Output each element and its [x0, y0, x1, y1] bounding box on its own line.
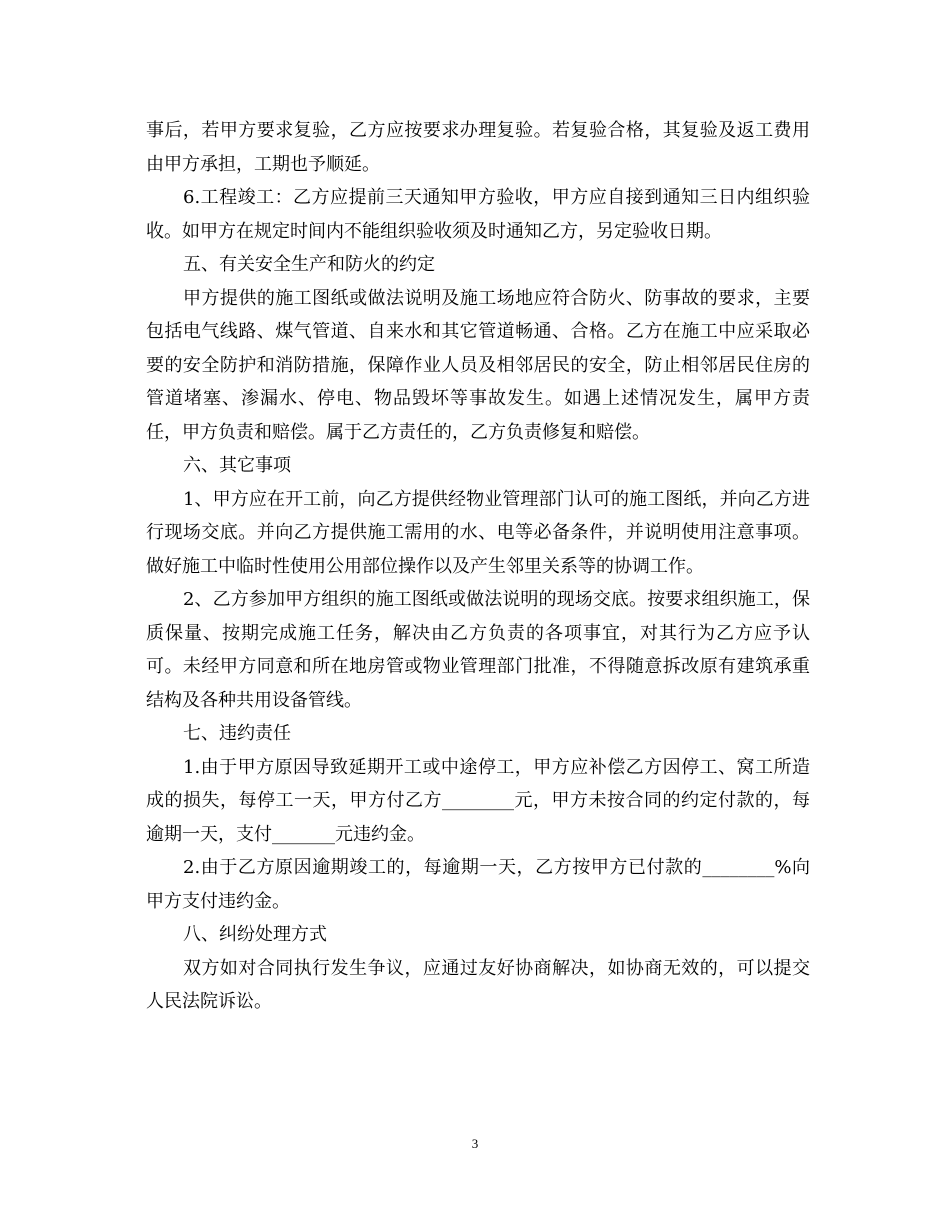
- paragraph-dispute: 双方如对合同执行发生争议，应通过友好协商解决，如协商无效的，可以提交人民法院诉讼。: [146, 957, 810, 1012]
- page-number: 3: [471, 1136, 479, 1151]
- paragraph-other-item-2: 2、乙方参加甲方组织的施工图纸或做法说明的现场交底。按要求组织施工，保质保量、按期完成施工任务，解决由乙方负责的各项事宜，对其行为乙方应予认可。未经甲方同意和所在地房管或物业管理部门批准，不得随意拆改原有建筑承重结构及各种共用设备管线。: [146, 589, 810, 711]
- document-body: [146, 114, 810, 1019]
- paragraph-safety: 甲方提供的施工图纸或做法说明及施工场地应符合防火、防事故的要求，主要包括电气线路、煤气管道、自来水和其它管道畅通、合格。乙方在施工中应采取必要的安全防护和消防措施，保障作业人员及相邻居民的安全，防止相邻居民住房的管道堵塞、渗漏水、停电、物品毁坏等事故发生。如遇上述情况发生，属甲方责任，甲方负责和赔偿。属于乙方责任的，乙方负责修复和赔偿。: [146, 287, 810, 443]
- paragraph-other-item-1: 1、甲方应在开工前，向乙方提供经物业管理部门认可的施工图纸，并向乙方进行现场交底。并向乙方提供施工需用的水、电等必备条件，并说明使用注意事项。做好施工中临时性使用公用部位操作以及产生邻里关系等的协调工作。: [146, 488, 810, 577]
- section-heading-other-matters: 六、其它事项: [183, 455, 291, 476]
- paragraph-breach-item-2: 2.由于乙方原因逾期竣工的，每逾期一天，乙方按甲方已付款的________%向甲方支付违约金。: [146, 857, 810, 912]
- paragraph-breach-item-1: 1.由于甲方原因导致延期开工或中途停工，甲方应补偿乙方因停工、窝工所造成的损失，每停工一天，甲方付乙方________元，甲方未按合同的约定付款的，每逾期一天，支付_______元违约金。: [146, 756, 810, 845]
- paragraph-acceptance-retest: 事后，若甲方要求复验，乙方应按要求办理复验。若复验合格，其复验及返工费用由甲方承担，工期也予顺延。: [146, 120, 810, 175]
- paragraph-completion: 6.工程竣工：乙方应提前三天通知甲方验收，甲方应自接到通知三日内组织验收。如甲方在规定时间内不能组织验收须及时通知乙方，另定验收日期。: [146, 187, 810, 242]
- section-heading-breach: 七、违约责任: [183, 723, 291, 744]
- section-heading-dispute: 八、纠纷处理方式: [183, 924, 327, 945]
- section-heading-safety: 五、有关安全生产和防火的约定: [183, 254, 435, 275]
